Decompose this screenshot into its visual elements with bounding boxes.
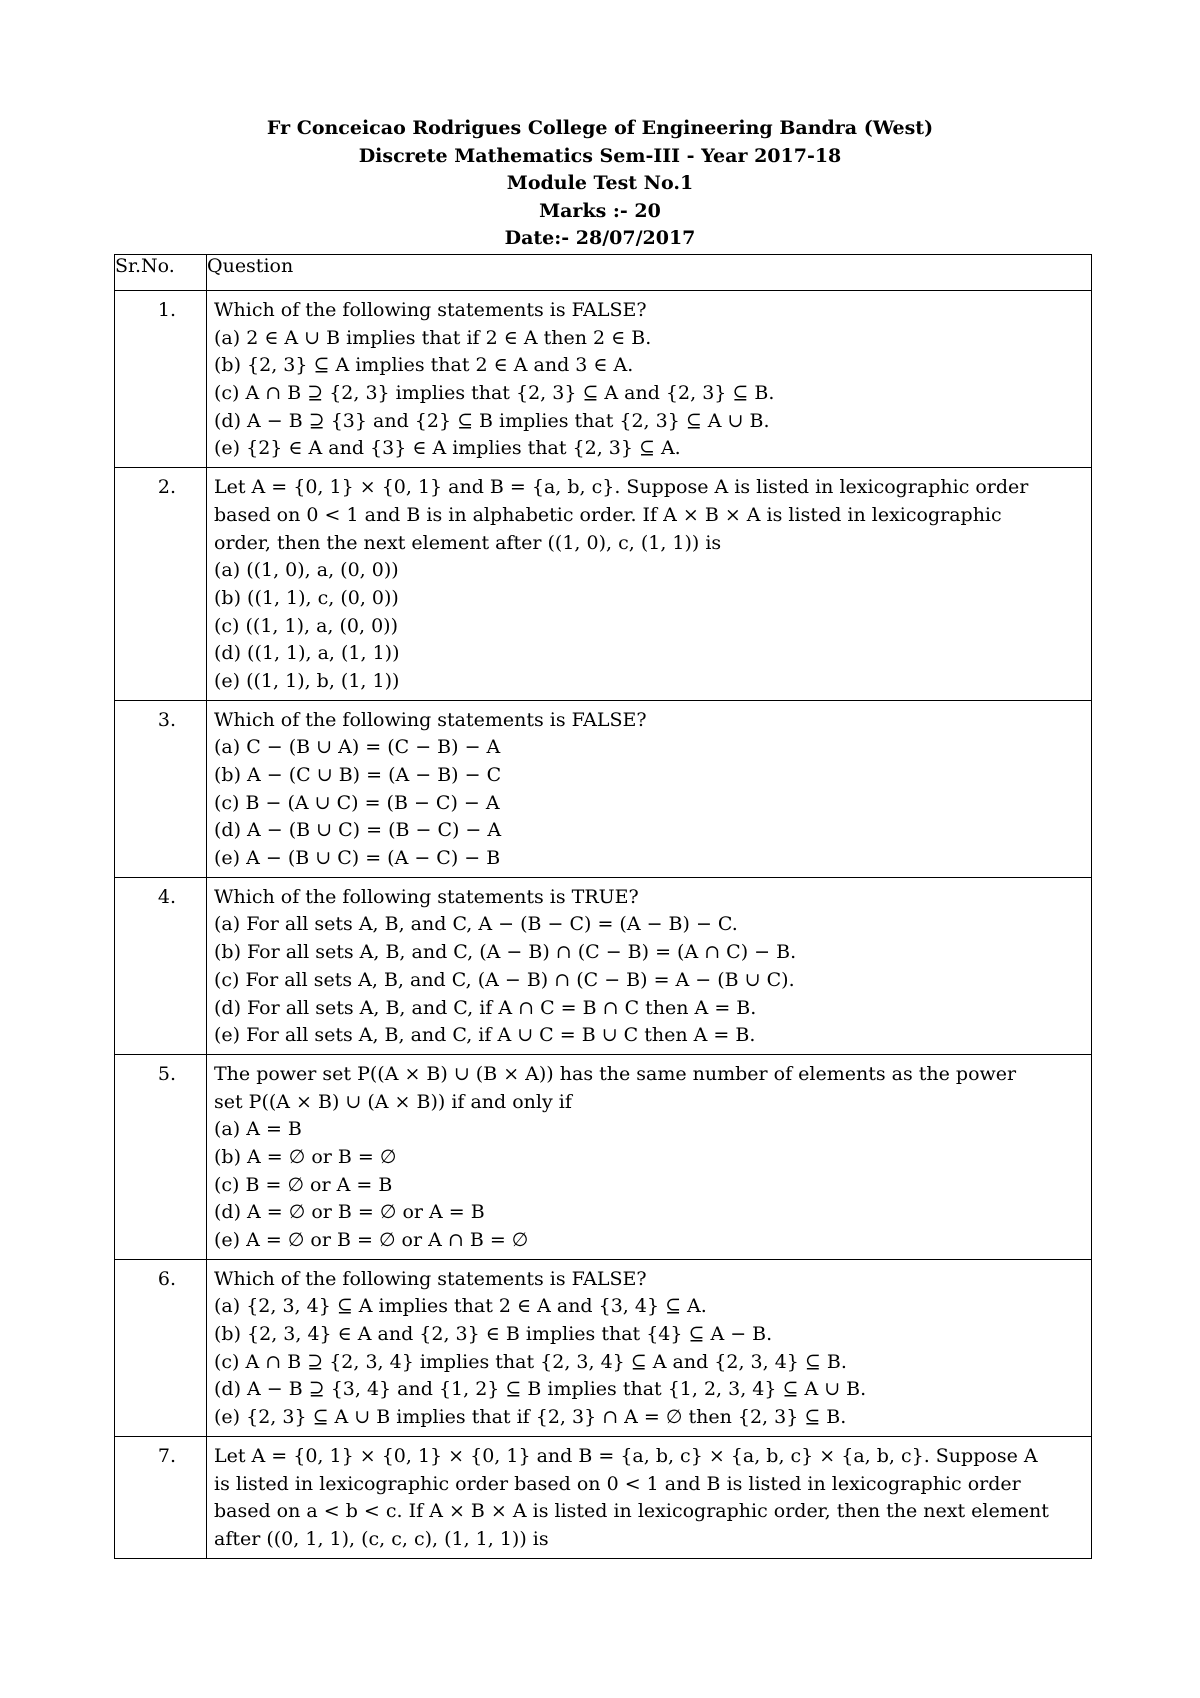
question-line: (b) ((1, 1), c, (0, 0)) — [214, 586, 399, 609]
question-table-body — [115, 291, 1092, 1559]
question-number: 4. — [115, 877, 207, 1054]
question-line: (d) A = ∅ or B = ∅ or A = B — [214, 1201, 485, 1224]
table-row — [115, 291, 1092, 468]
question-cell — [207, 1054, 1092, 1259]
question-cell — [207, 468, 1092, 701]
column-header-sr-no: Sr.No. — [115, 255, 207, 291]
question-line: set P((A × B) ∪ (A × B)) if and only if — [214, 1090, 572, 1113]
question-text: Let A = {0, 1} × {0, 1} × {0, 1} and B = {a, b, c} × {a, b, c} × {a, b, c}. Suppose A — [214, 1444, 1038, 1467]
question-cell — [207, 700, 1092, 877]
question-line: (b) A = ∅ or B = ∅ — [214, 1145, 397, 1168]
question-line: (b) {2, 3} ⊆ A implies that 2 ∈ A and 3 ∈ A. — [214, 354, 634, 377]
question-line: (e) ((1, 1), b, (1, 1)) — [214, 669, 400, 692]
question-line: (e) A − (B ∪ C) = (A − C) − B — [214, 847, 501, 870]
question-text: Let A = {0, 1} × {0, 1} and B = {a, b, c}. Suppose A is listed in lexicographic order — [214, 476, 1029, 499]
question-line: (c) For all sets A, B, and C, (A − B) ∩ (C − B) = A − (B ∪ C). — [214, 968, 795, 991]
question-cell — [207, 877, 1092, 1054]
question-table — [114, 254, 1092, 1559]
question-line: (a) C − (B ∪ A) = (C − B) − A — [214, 736, 501, 759]
question-text: Which of the following statements is FALSE? — [214, 708, 647, 731]
table-header-row — [115, 255, 1092, 291]
question-line: based on a < b < c. If A × B × A is listed in lexicographic order, then the next element — [214, 1500, 1049, 1523]
question-line: (e) {2} ∈ A and {3} ∈ A implies that {2, 3} ⊆ A. — [214, 437, 681, 460]
question-line: (b) A − (C ∪ B) = (A − B) − C — [214, 764, 502, 786]
question-line: (b) {2, 3, 4} ∈ A and {2, 3} ∈ B implies that {4} ⊆ A − B. — [214, 1323, 773, 1346]
table-row — [115, 700, 1092, 877]
question-number: 1. — [115, 291, 207, 468]
question-text: Which of the following statements is FALSE? — [214, 299, 647, 321]
question-line: (a) ((1, 0), a, (0, 0)) — [214, 559, 399, 582]
question-line: (d) ((1, 1), a, (1, 1)) — [214, 642, 400, 665]
question-line: (c) ((1, 1), a, (0, 0)) — [214, 614, 398, 637]
question-line: (e) A = ∅ or B = ∅ or A ∩ B = ∅ — [214, 1229, 529, 1251]
question-line: (a) {2, 3, 4} ⊆ A implies that 2 ∈ A and {3, 4} ⊆ A. — [214, 1295, 707, 1318]
question-number: 7. — [115, 1436, 207, 1558]
question-line: (d) A − (B ∪ C) = (B − C) − A — [214, 819, 502, 842]
question-text: Which of the following statements is TRUE? — [214, 885, 639, 908]
date-label: Date:- 28/07/2017 — [504, 227, 696, 249]
question-line: (a) 2 ∈ A ∪ B implies that if 2 ∈ A then 2 ∈ B. — [214, 326, 652, 349]
table-row — [115, 1259, 1092, 1436]
question-line: (c) B − (A ∪ C) = (B − C) − A — [214, 791, 500, 814]
column-header-question: Question — [207, 255, 1092, 291]
table-row — [115, 1054, 1092, 1259]
subject-title: Discrete Mathematics Sem-III - Year 2017-18 — [358, 144, 842, 167]
question-line: (e) {2, 3} ⊆ A ∪ B implies that if {2, 3} ∩ A = ∅ then {2, 3} ⊆ B. — [214, 1406, 847, 1429]
question-line: (e) For all sets A, B, and C, if A ∪ C = B ∪ C then A = B. — [214, 1024, 756, 1047]
question-line: (d) A − B ⊇ {3, 4} and {1, 2} ⊆ B implies that {1, 2, 3, 4} ⊆ A ∪ B. — [214, 1378, 867, 1401]
question-cell — [207, 1436, 1092, 1558]
question-number: 6. — [115, 1259, 207, 1436]
question-line: (c) A ∩ B ⊇ {2, 3, 4} implies that {2, 3, 4} ⊆ A and {2, 3, 4} ⊆ B. — [214, 1350, 847, 1373]
question-number: 2. — [115, 468, 207, 701]
question-line: (a) A = B — [214, 1118, 302, 1141]
question-line: is listed in lexicographic order based on 0 < 1 and B is listed in lexicographic order — [214, 1472, 1021, 1495]
question-line: (c) B = ∅ or A = B — [214, 1173, 393, 1196]
question-line: (c) A ∩ B ⊇ {2, 3} implies that {2, 3} ⊆ A and {2, 3} ⊆ B. — [214, 382, 775, 405]
question-number: 3. — [115, 700, 207, 877]
question-line: after ((0, 1, 1), (c, c, c), (1, 1, 1)) is — [214, 1527, 549, 1550]
college-name: Fr Conceicao Rodrigues College of Engineering Bandra (West) — [266, 117, 934, 139]
question-line: (a) For all sets A, B, and C, A − (B − C) = (A − B) − C. — [214, 913, 738, 936]
question-line: (d) A − B ⊇ {3} and {2} ⊆ B implies that {2, 3} ⊆ A ∪ B. — [214, 409, 770, 432]
question-text: The power set P((A × B) ∪ (B × A)) has the same number of elements as the power — [214, 1062, 1017, 1085]
question-cell — [207, 1259, 1092, 1436]
question-text: Which of the following statements is FALSE? — [214, 1267, 647, 1290]
question-cell — [207, 291, 1092, 468]
question-line: order, then the next element after ((1, 0), c, (1, 1)) is — [214, 531, 722, 554]
table-row — [115, 468, 1092, 701]
document-header — [0, 115, 1200, 253]
question-number: 5. — [115, 1054, 207, 1259]
question-line: (d) For all sets A, B, and C, if A ∩ C = B ∩ C then A = B. — [214, 996, 757, 1019]
test-title: Module Test No.1 — [506, 172, 694, 194]
question-line: based on 0 < 1 and B is in alphabetic order. If A × B × A is listed in lexicographic — [214, 503, 1002, 526]
table-row — [115, 877, 1092, 1054]
question-line: (b) For all sets A, B, and C, (A − B) ∩ (C − B) = (A ∩ C) − B. — [214, 941, 797, 964]
table-row — [115, 1436, 1092, 1558]
marks-label: Marks :- 20 — [539, 199, 661, 222]
